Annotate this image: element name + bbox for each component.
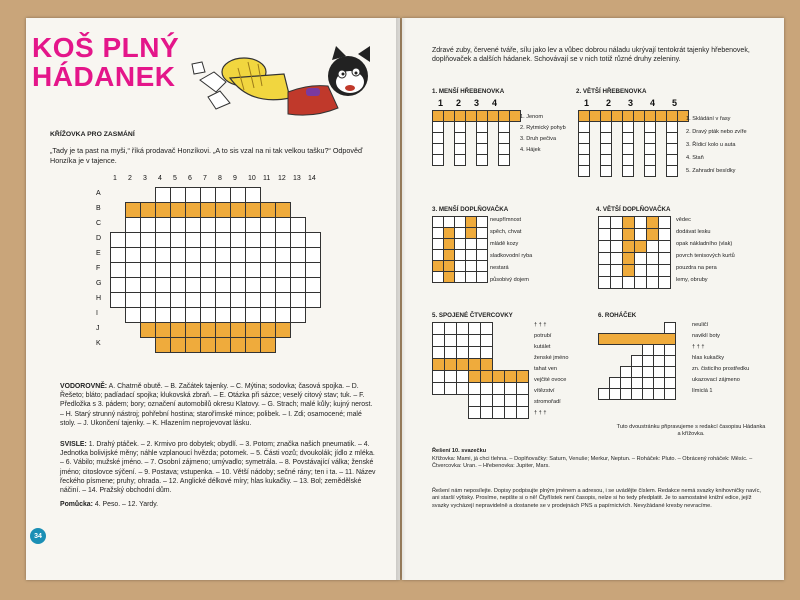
p3c-item: mládě kozy: [490, 241, 519, 247]
p2c-item: 4. Staň: [686, 155, 704, 161]
p5c-item: † † †: [534, 410, 547, 416]
book-spine: [396, 18, 406, 580]
p2-cell: [578, 165, 590, 177]
across-label: VODOROVNĚ:: [60, 383, 108, 390]
across-clues: [60, 382, 378, 428]
row-letter: J: [96, 325, 100, 332]
down-text: 1. Drahý ptáček. – 2. Krmivo pro dobytek; obydlí. – 3. Potom; značka našich pneumatik. – 4. Jednotka bolivijské měny; náhle vzplanoucí hvězda; potomek. – 5. Části vozů; dvoukolák; jídlo z mléka. – 6. Vábilo; mužské jméno. – 7. Osobní zájmeno; umývadlo; symetrála. – 8. Povstávající válka; ženské jméno; citoslovce sýčení. – 9. Postava; vstupenka. – 10. Větší nádoby; sečné rány; ten i ta. – 11. Název řeckého písmene; pruhy; ohrada. – 12. Anglické délkové míry; hlas kukačky. – 13. Bol; zemědělské náčiní. – 14. Pražský obchodní dům.: [60, 441, 376, 495]
p4c-item: opak nákladního (vlak): [676, 241, 733, 247]
p2nums-item: 5: [672, 98, 678, 108]
p2nums-item: 4: [650, 98, 656, 108]
p2c-item: 5. Zahradní besídky: [686, 168, 736, 174]
p3c-item: sladkovodní ryba: [490, 253, 533, 259]
p1c-item: 4. Hájek: [520, 147, 541, 153]
column-number: 5: [173, 175, 177, 182]
title-line-1: KOŠ PLNÝ: [32, 32, 180, 63]
p1nums-item: 2: [456, 98, 462, 108]
p3c-item: působivý dojem: [490, 277, 529, 283]
p6c-item: zn. čisticího prostředku: [692, 366, 750, 372]
column-number: 7: [203, 175, 207, 182]
p6c-item: hlas kukačky: [692, 355, 725, 361]
column-number: 13: [293, 175, 301, 182]
page-number-badge: 34: [30, 528, 46, 544]
p6-cell: [664, 388, 676, 400]
p6c-item: neuličí: [692, 322, 709, 328]
p1-cell: [498, 154, 510, 166]
page-title: [32, 33, 179, 91]
solutions-text: Křížovka: Mami, já chci tlehna. – Doplňovačky: Saturn, Venuše; Merkur, Neptun. – Roháček: Pluto. – Obrácený roháček: Měsíc. – Čtvercovka: Uran. – Hřebenovka: Jupiter, Mars.: [432, 456, 753, 469]
p3-cell: [476, 271, 488, 283]
p2-cell: [600, 165, 612, 177]
puzzle-intro: „Tady je ta past na myši,“ říká prodavač Honzíkovi. „A to sis vzal na ni tak velkou tašku?“ Odpověď Honzíka je v tajence.: [50, 146, 363, 165]
p6c-item: límiclá 1: [692, 388, 713, 394]
p5c-item: kutálet: [534, 344, 551, 350]
p2-cell: [644, 165, 656, 177]
p5c-item: vejčité ovoce: [534, 377, 567, 383]
p4-title: 4. VĚTŠÍ DOPLŇOVAČKA: [596, 206, 671, 213]
p3-title: 3. MENŠÍ DOPLŇOVAČKA: [432, 206, 509, 213]
column-number: 11: [263, 175, 271, 182]
down-label: SVISLE:: [60, 441, 87, 448]
p1nums-item: 1: [438, 98, 444, 108]
column-number: 9: [233, 175, 237, 182]
p2c-item: 2. Dravý pták nebo zvíře: [686, 129, 747, 135]
p4c-item: pouzdra na pera: [676, 265, 717, 271]
p5-cell: [516, 406, 529, 419]
p1-cell: [432, 154, 444, 166]
p2nums-item: 3: [628, 98, 634, 108]
row-letter: E: [96, 250, 101, 257]
column-number: 8: [218, 175, 222, 182]
column-number: 14: [308, 175, 316, 182]
p6-cell: [598, 333, 676, 345]
p3c-item: neupřímnost: [490, 217, 522, 223]
column-number: 6: [188, 175, 192, 182]
cat-icon: [288, 46, 370, 115]
p2-cell: [666, 165, 678, 177]
p6-title: 6. ROHÁČEK: [598, 312, 637, 319]
p5c-item: ženské jméno: [534, 355, 569, 361]
p4c-item: dodávat lesku: [676, 229, 711, 235]
cat-illustration: [190, 42, 390, 122]
p3c-item: nestará: [490, 265, 509, 271]
p1nums-item: 4: [492, 98, 498, 108]
right-intro: Zdravé zuby, červené tváře, sílu jako lev a vůbec dobrou náladu ukrývají tentokrát tajenky hřebenovek, doplňovaček a dalších hádanek. Schovávají se v nich totiž různé druhy zeleniny.: [432, 47, 750, 63]
p4-cell: [658, 276, 671, 289]
p6-note: Tuto dvoustránku připravujeme s redakcí časopisu Hádanka a křížovka.: [616, 424, 766, 437]
column-number: 2: [128, 175, 132, 182]
p5c-item: † † †: [534, 322, 547, 328]
p6c-item: naviklí boty: [692, 333, 720, 339]
row-letter: H: [96, 295, 102, 302]
p4c-item: lemy, obruby: [676, 277, 708, 283]
row-letter: I: [96, 310, 98, 317]
p1c-item: 1. Jenom: [520, 114, 544, 120]
p5-title: 5. SPOJENÉ ČTVERCOVKY: [432, 312, 513, 319]
down-clues: [60, 440, 378, 495]
column-number: 10: [248, 175, 256, 182]
p5c-item: potrubí: [534, 333, 552, 339]
column-number: 12: [278, 175, 286, 182]
across-text: A. Chatrně obutě. – B. Začátek tajenky. – C. Mýtina; sodovka; časová spojka. – D. Řešeto; bláto; padíadací spojka; klukovská zbraň. – E. Otázka při sázce; veselý citový stav; tuk. – F. Předložka s 3. pádem; bory; označení automobilů okresu Klatovy. – G. Strach; malé kůly; kujný nerost. – H. Starý strunný nástroj; pohřební hostina; starořímské mince; polibek. – I. Zdi; osamocené; malé stoly. – J. Ukončení tajenky. – K. Hlazením neprojevovat lásku.: [60, 383, 373, 427]
column-number: 3: [143, 175, 147, 182]
row-letter: A: [96, 190, 101, 197]
p2nums-item: 2: [606, 98, 612, 108]
title-line-2: HÁDANEK: [32, 61, 176, 92]
p1nums-item: 3: [474, 98, 480, 108]
hint-text: 4. Peso. – 12. Yardy.: [94, 501, 159, 508]
p4c-item: povrch tenisových kurtů: [676, 253, 735, 259]
p2c-item: 3. Řídicí kolo u auta: [686, 142, 736, 148]
p2nums-item: 1: [584, 98, 590, 108]
p3c-item: spěch, chvat: [490, 229, 522, 235]
p6c-item: † † †: [692, 344, 705, 350]
solutions-title: Řešení 10. svazečku: [432, 448, 487, 454]
row-letter: B: [96, 205, 101, 212]
p2-title: 2. VĚTŠÍ HŘEBENOVKA: [576, 88, 647, 95]
p5c-item: stromořadí: [534, 399, 561, 405]
hint-label: Pomůcka:: [60, 501, 93, 508]
p2-cell: [622, 165, 634, 177]
row-letter: C: [96, 220, 102, 227]
hint-line: [60, 500, 378, 509]
basket-icon: [222, 58, 290, 100]
row-letter: K: [96, 340, 101, 347]
p1-cell: [476, 154, 488, 166]
p1c-item: 3. Druh pečiva: [520, 136, 557, 142]
p4c-item: vědec: [676, 217, 691, 223]
row-letter: F: [96, 265, 101, 272]
p6c-item: ukazovací zájmeno: [692, 377, 740, 383]
column-number: 1: [113, 175, 117, 182]
p5c-item: vítězství: [534, 388, 555, 394]
row-letter: G: [96, 280, 102, 287]
puzzle-heading: KŘÍŽOVKA PRO ZASMÁNÍ: [50, 131, 135, 138]
row-letter: D: [96, 235, 102, 242]
p1-cell: [454, 154, 466, 166]
footer-text: Řešení nám neposílejte. Dopisy podpisujte plným jménem a adresou, i se uvádějte číslem. Redakce nemá svazky knihovničky navíc, ani starší výtisky. Prosíme, nepište si o ně! Čtyřlístek není časopis, nelze si ho tedy předplatit. Je to samostatné knižní edice, jejíž svazky vycházejí nepravidelně a dostanete se v prodejnách PNS a papírnictvích. Nevyžádané kresby nevracíme.: [432, 488, 761, 509]
p5c-item: tahat ven: [534, 366, 558, 372]
p1c-item: 2. Rytmický pohyb: [520, 125, 566, 131]
column-number: 4: [158, 175, 162, 182]
p2c-item: 1. Skládání v řasy: [686, 116, 731, 122]
p1-title: 1. MENŠÍ HŘEBENOVKA: [432, 88, 505, 95]
